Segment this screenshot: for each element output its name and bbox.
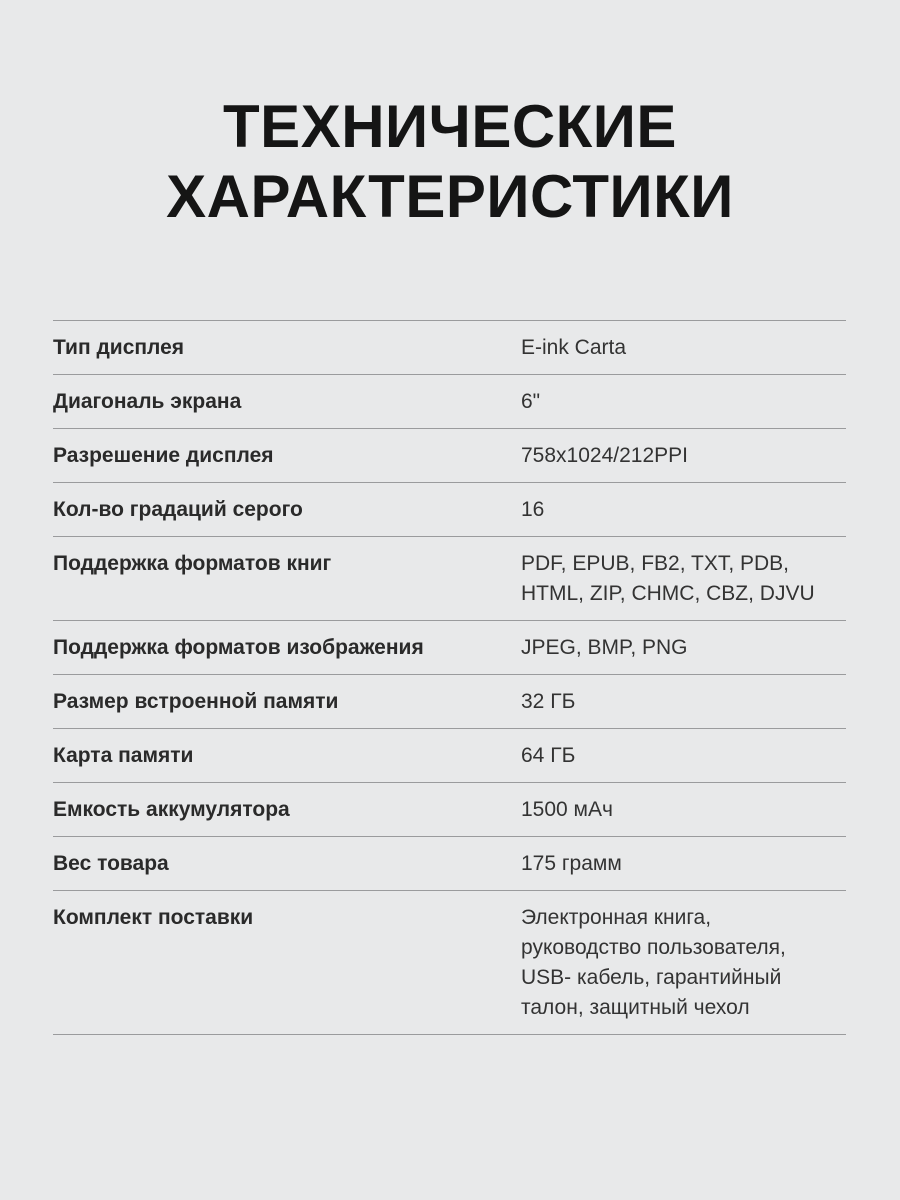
spec-label: Емкость аккумулятора xyxy=(53,798,290,821)
spec-row-screen-diagonal xyxy=(53,375,846,429)
spec-row-image-formats xyxy=(53,621,846,675)
page-title-line-1: ТЕХНИЧЕСКИЕ xyxy=(223,93,677,160)
spec-row-display-type xyxy=(53,321,846,375)
page-title xyxy=(0,92,900,232)
spec-label: Диагональ экрана xyxy=(53,390,242,413)
spec-value: 16 xyxy=(521,498,545,521)
spec-value: 6" xyxy=(521,390,541,413)
spec-row-book-formats xyxy=(53,537,846,621)
spec-value: JPEG, BMP, PNG xyxy=(521,636,688,659)
spec-label: Кол-во градаций серого xyxy=(53,498,303,521)
spec-value: 175 грамм xyxy=(521,852,622,875)
spec-label: Тип дисплея xyxy=(53,336,185,359)
spec-row-grayscale xyxy=(53,483,846,537)
spec-label: Разрешение дисплея xyxy=(53,444,274,467)
spec-value: Электронная книга, руководство пользователя, USB- кабель, гарантийный талон, защитный чехол xyxy=(521,906,786,1019)
spec-value: E-ink Carta xyxy=(521,336,627,359)
spec-label: Вес товара xyxy=(53,852,169,875)
spec-label: Комплект поставки xyxy=(53,906,254,929)
spec-row-battery xyxy=(53,783,846,837)
spec-row-internal-memory xyxy=(53,675,846,729)
spec-row-memory-card xyxy=(53,729,846,783)
spec-value: 64 ГБ xyxy=(521,744,576,767)
spec-value: 32 ГБ xyxy=(521,690,576,713)
spec-label: Размер встроенной памяти xyxy=(53,690,339,713)
spec-row-package-contents xyxy=(53,891,846,1035)
specs-table xyxy=(53,320,846,1035)
page-title-line-2: ХАРАКТЕРИСТИКИ xyxy=(166,163,734,230)
spec-label: Карта памяти xyxy=(53,744,194,767)
spec-value: 758x1024/212PPI xyxy=(521,444,688,467)
spec-row-resolution xyxy=(53,429,846,483)
spec-value: 1500 мАч xyxy=(521,798,613,821)
spec-row-weight xyxy=(53,837,846,891)
spec-label: Поддержка форматов книг xyxy=(53,552,332,575)
spec-value: PDF, EPUB, FB2, TXT, PDB, HTML, ZIP, CHMC, CBZ, DJVU xyxy=(521,552,815,605)
spec-label: Поддержка форматов изображения xyxy=(53,636,424,659)
